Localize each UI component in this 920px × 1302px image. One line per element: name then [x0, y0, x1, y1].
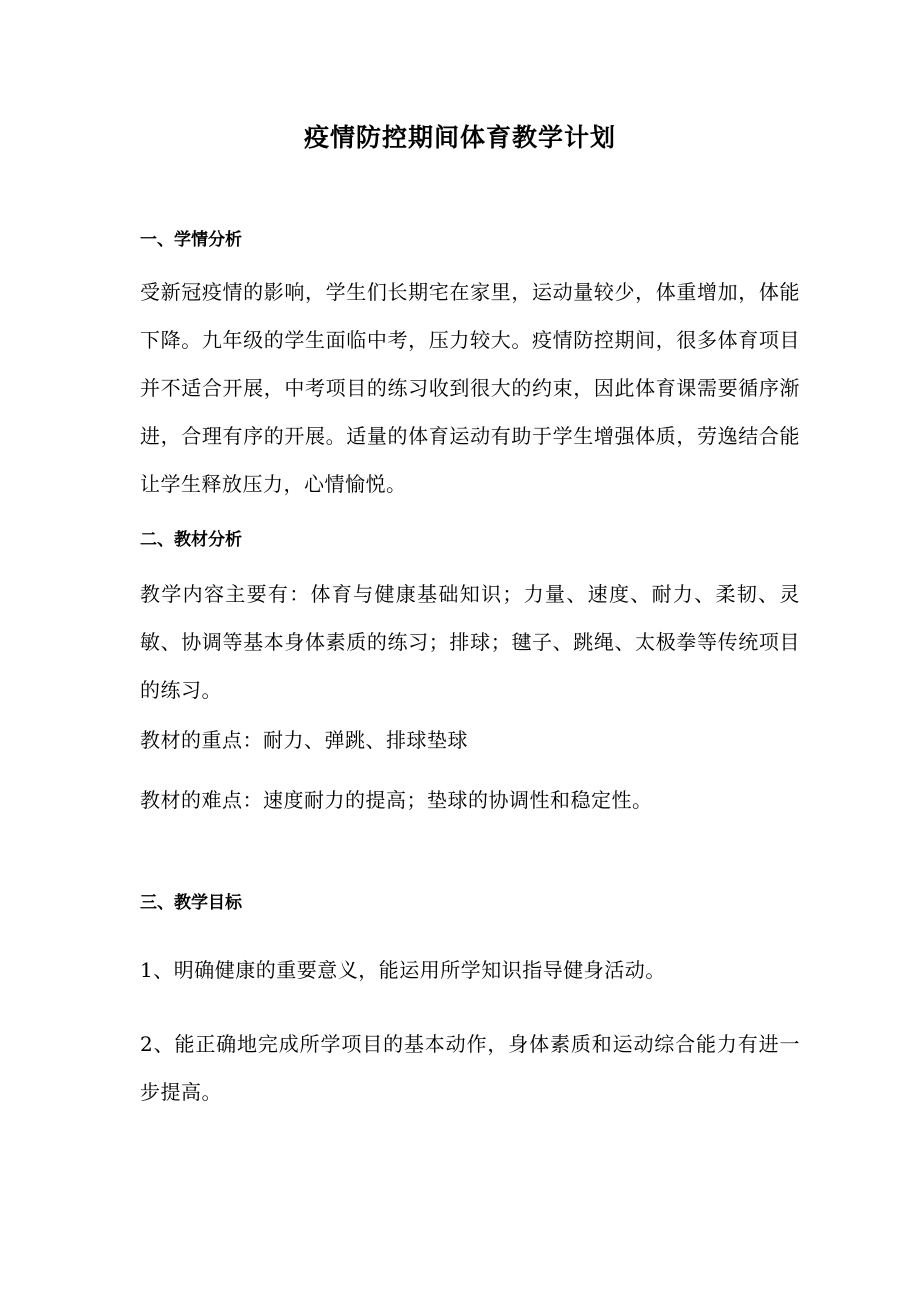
material-analysis-paragraph: 教学内容主要有：体育与健康基础知识；力量、速度、耐力、柔韧、灵敏、协调等基本身体素质的练习；排球；毽子、跳绳、太极拳等传统项目的练习。	[140, 582, 800, 702]
learning-analysis-paragraph: 受新冠疫情的影响，学生们长期宅在家里，运动量较少，体重增加，体能下降。九年级的学生面临中考，压力较大。疫情防控期间，很多体育项目并不适合开展，中考项目的练习收到很大的约束，因此体育课需要循序渐进，合理有序的开展。适量的体育运动有助于学生增强体质，劳逸结合能让学生释放压力，心情愉悦。	[140, 280, 800, 496]
section-heading-teaching-goals: 三、教学目标	[140, 893, 242, 913]
teaching-goal-item: 1、明确健康的重要意义，能运用所学知识指导健身活动。	[140, 958, 666, 982]
section-heading-learning-analysis: 一、学情分析	[140, 230, 242, 250]
material-difficulty: 教材的难点：速度耐力的提高；垫球的协调性和稳定性。	[140, 788, 653, 812]
section-heading-material-analysis: 二、教材分析	[140, 530, 242, 550]
material-key-point: 教材的重点：耐力、弹跳、排球垫球	[140, 728, 468, 752]
teaching-goal-item: 2、能正确地完成所学项目的基本动作，身体素质和运动综合能力有进一步提高。	[140, 1032, 800, 1104]
document-title: 疫情防控期间体育教学计划	[303, 123, 616, 152]
